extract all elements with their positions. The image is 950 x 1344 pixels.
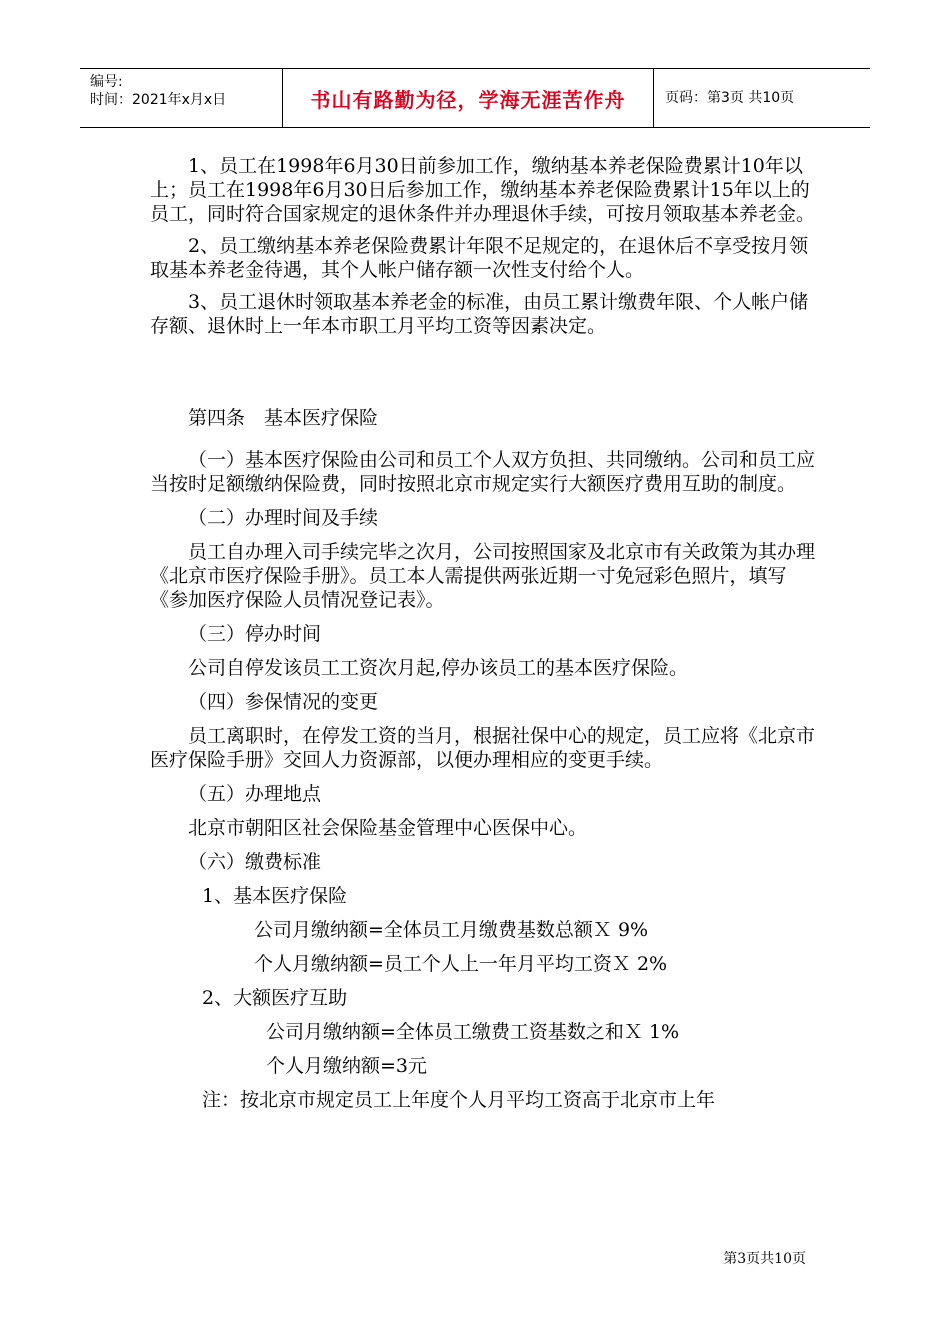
paragraph-pension-1: 1、员工在1998年6月30日前参加工作，缴纳基本养老保险费累计10年以上；员工在1998年6月30日后参加工作，缴纳基本养老保险费累计15年以上的员工，同时符合国家规定的退休条件并办理退休手续，可按月领取基本养老金。 <box>150 155 816 225</box>
section-4-title: （四）参保情况的变更 <box>188 691 379 713</box>
header-motto-cell <box>282 69 654 127</box>
document-date: 时间：2021年x月x日 <box>90 92 227 108</box>
header-page-cell <box>655 69 870 127</box>
paragraph-pension-2: 2、员工缴纳基本养老保险费累计年限不足规定的，在退休后不享受按月领取基本养老金待遇，其个人帐户储存额一次性支付给个人。 <box>150 235 809 281</box>
fee-item-1-company: 公司月缴纳额=全体员工月缴费基数总额Ｘ 9% <box>254 919 649 941</box>
note-text: 注：按北京市规定员工上年度个人月平均工资高于北京市上年 <box>202 1089 716 1111</box>
fee-item-2-company: 公司月缴纳额=全体员工缴费工资基数之和Ｘ 1% <box>266 1021 680 1043</box>
page-header <box>80 68 870 128</box>
header-page-code: 页码：第3页 共10页 <box>665 90 795 106</box>
section-2-text: 员工自办理入司手续完毕之次月，公司按照国家及北京市有关政策为其办理《北京市医疗保险手册》。员工本人需提供两张近期一寸免冠彩色照片，填写《参加医疗保险人员情况登记表》。 <box>150 541 816 611</box>
fee-item-1-title: 1、基本医疗保险 <box>202 885 348 907</box>
section-3-title: （三）停办时间 <box>188 623 322 645</box>
header-motto: 书山有路勤为径，学海无涯苦作舟 <box>310 87 626 112</box>
section-2-title: （二）办理时间及手续 <box>188 507 379 529</box>
fee-item-1-personal: 个人月缴纳额=员工个人上一年月平均工资Ｘ 2% <box>254 953 668 975</box>
section-3-text: 公司自停发该员工工资次月起,停办该员工的基本医疗保险。 <box>188 657 689 679</box>
section-4-text: 员工离职时，在停发工资的当月，根据社保中心的规定，员工应将《北京市医疗保险手册》交回人力资源部，以便办理相应的变更手续。 <box>150 725 816 771</box>
section-6-title: （六）缴费标准 <box>188 851 322 873</box>
section-5-title: （五）办理地点 <box>188 783 322 805</box>
document-number-label: 编号: <box>90 74 123 90</box>
page-footer-number: 第3页共10页 <box>723 1251 806 1267</box>
fee-item-2-personal: 个人月缴纳额=3元 <box>266 1055 428 1077</box>
section-5-text: 北京市朝阳区社会保险基金管理中心医保中心。 <box>188 817 588 839</box>
paragraph-pension-3: 3、员工退休时领取基本养老金的标准，由员工累计缴费年限、个人帐户储存额、退休时上一年本市职工月平均工资等因素决定。 <box>150 291 809 337</box>
fee-item-2-title: 2、大额医疗互助 <box>202 987 348 1009</box>
header-meta <box>80 69 280 127</box>
section-1-text: （一）基本医疗保险由公司和员工个人双方负担、共同缴纳。公司和员工应当按时足额缴纳保险费，同时按照北京市规定实行大额医疗费用互助的制度。 <box>150 449 816 495</box>
article-4-heading: 第四条 基本医疗保险 <box>188 407 379 429</box>
document-body <box>150 154 818 1112</box>
